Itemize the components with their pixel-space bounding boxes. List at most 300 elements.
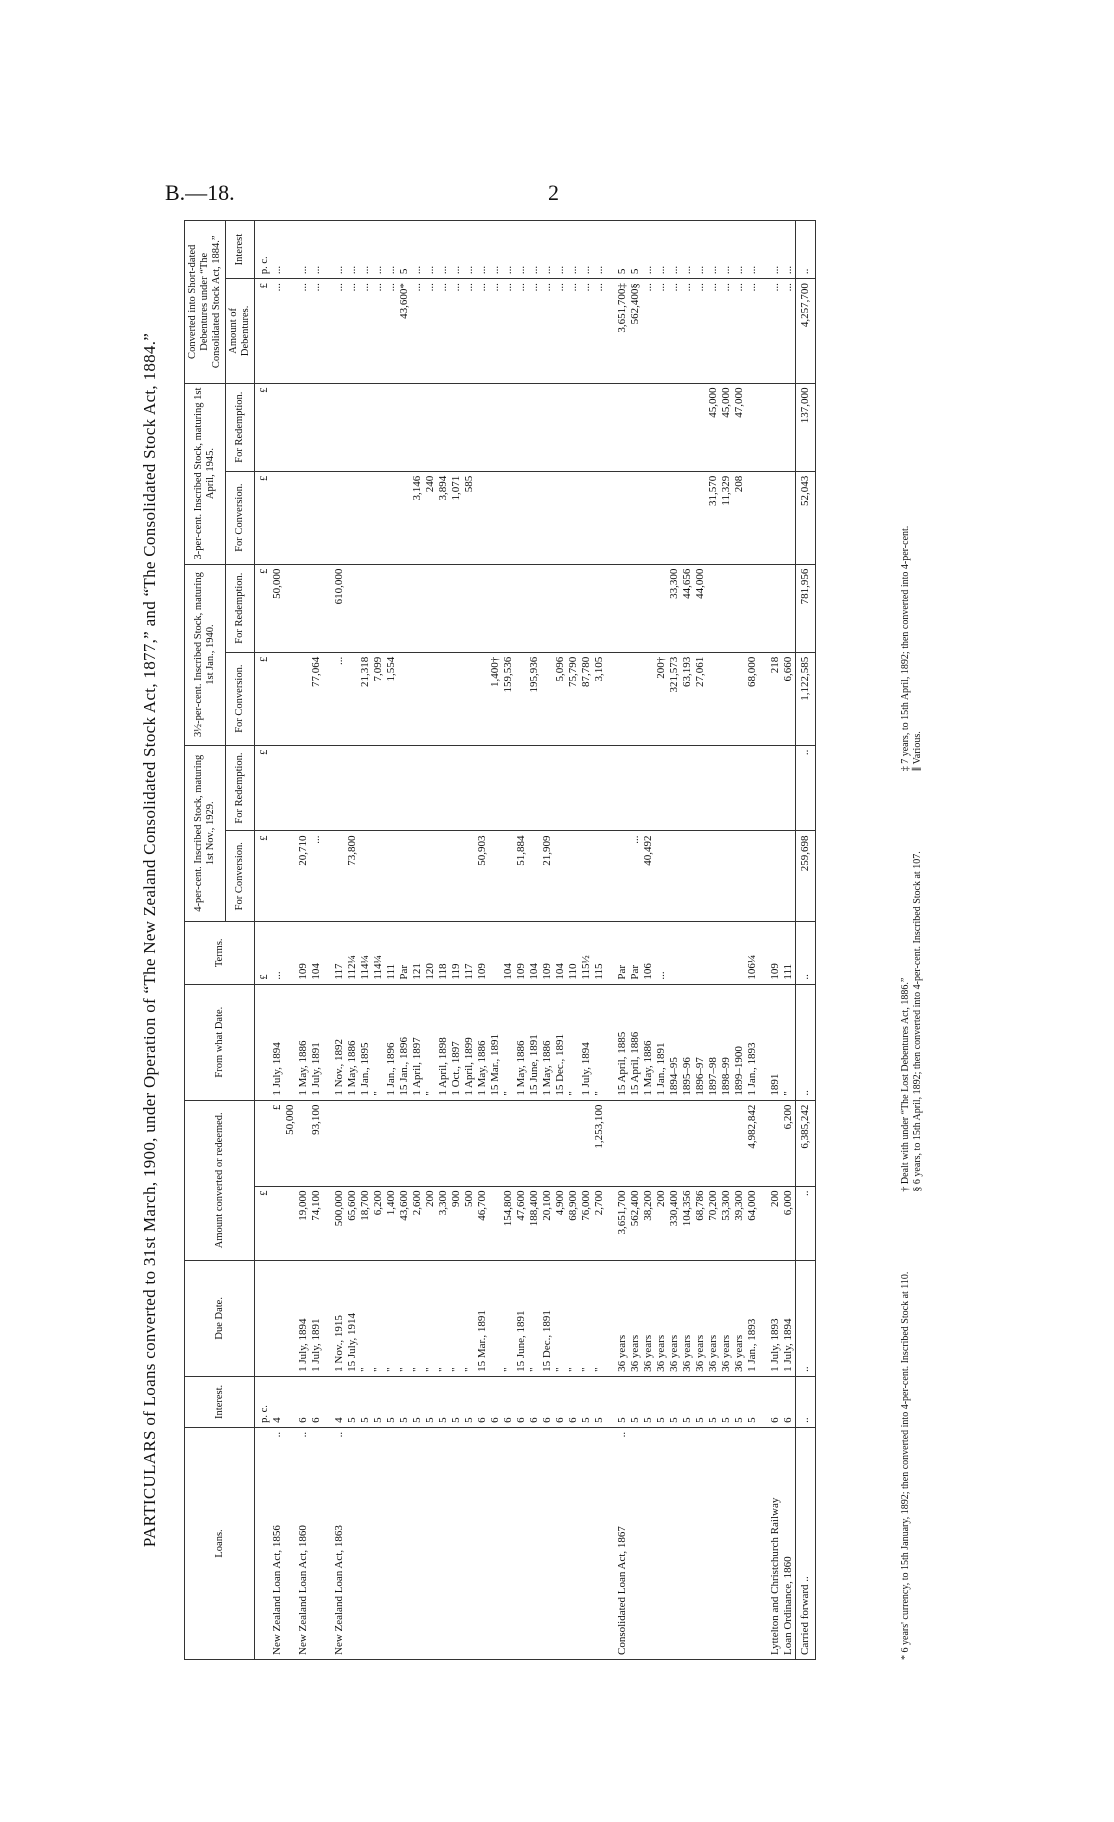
cell-terms: 109 [541,921,554,984]
cell-due: 36 years [642,1260,655,1376]
spacer-cell [606,831,616,922]
cell-g35c: 159,536 [502,652,515,745]
cell-g4c [437,831,450,922]
cell-int: 5 [694,1376,707,1427]
cell-deb: ... [515,279,528,383]
cell-due: " [385,1260,398,1376]
cell-deb: 562,400§ [629,279,642,383]
cell-g4c [333,831,346,922]
col-35pc-redemption: For Redemption. [226,564,255,652]
cell-g35c: 75,790 [567,652,580,745]
cell-g4c [359,831,372,922]
cell-g3c [541,471,554,564]
cell-amt: 70,200 [707,1186,720,1260]
cell-sub: 6,200 [782,1100,796,1186]
cell-g4r [437,745,450,831]
spacer-cell [323,471,333,564]
cell-amt: 2,600 [411,1186,424,1260]
cell-terms [694,921,707,984]
cell-deb: ... [450,279,463,383]
cell-terms: 121 [411,921,424,984]
cell-debi: ... [720,221,733,279]
cell-int: 5 [450,1376,463,1427]
cell-due: 15 July, 1914 [346,1260,359,1376]
cell-g4c [450,831,463,922]
cell-loan [707,1427,720,1659]
cell-g4r [668,745,681,831]
cell-g35r [476,564,489,652]
cell-amt: 330,400 [668,1186,681,1260]
cell-deb: ... [642,279,655,383]
cell-deb: ... [372,279,385,383]
spacer-cell [606,383,616,471]
cell-g3c [681,471,694,564]
cell-g3r [668,383,681,471]
cell-g4c [502,831,515,922]
cell-g3r [346,383,359,471]
cell-amt: 3,300 [437,1186,450,1260]
cell-g3r [528,383,541,471]
cell-terms: 109 [515,921,528,984]
cell-sub [694,1100,707,1186]
cell-amt: 6,000 [782,1186,796,1260]
cell-terms: 115 [593,921,606,984]
cell-deb: ... [271,279,297,383]
cell-sub [385,1100,398,1186]
cell-from: 1 Jan., 1891 [655,984,668,1100]
cell-g35c [437,652,450,745]
cell-g35r [502,564,515,652]
cell-g35c [642,652,655,745]
cell-g35r: 50,000 [271,564,297,652]
cell-loan [541,1427,554,1659]
cell-from: " [567,984,580,1100]
cell-from: 1 May, 1886 [642,984,655,1100]
cell-deb: ... [333,279,346,383]
col-due-date: Due Date. [185,1260,255,1376]
cell-g35c [707,652,720,745]
cell-debi: ... [694,221,707,279]
cell-from: 1897–98 [707,984,720,1100]
cell-int: 5 [707,1376,720,1427]
col-group-3-5pc: 3½-per-cent. Inscribed Stock, maturing 1st Jan., 1940. [185,564,226,745]
cell-deb: ... [580,279,593,383]
spacer-cell [759,564,769,652]
cell-g4c: ... [310,831,323,922]
cell-int: 6 [782,1376,796,1427]
cell-sub [450,1100,463,1186]
cell-int: 5 [437,1376,450,1427]
cell-sub [346,1100,359,1186]
cell-loan: New Zealand Loan Act, 1856 .. [271,1427,297,1659]
cell-g3r [359,383,372,471]
cell-sub [297,1100,310,1186]
cell-deb: ... [567,279,580,383]
spacer-cell [606,921,616,984]
cell-g4r [385,745,398,831]
cell-g3c [346,471,359,564]
unit-g4r: £ [255,745,272,831]
cell-due: " [372,1260,385,1376]
cell-terms [733,921,746,984]
cell-debi: ... [567,221,580,279]
cell-deb: ... [528,279,541,383]
cell-amt: 47,600 [515,1186,528,1260]
spacer-cell [323,745,333,831]
cell-due: 36 years [733,1260,746,1376]
cell-terms: 109 [476,921,489,984]
cell-terms: 114¼ [372,921,385,984]
cell-int: 5 [424,1376,437,1427]
cell-due [271,1260,297,1376]
cell-from: 1895–96 [681,984,694,1100]
cell-g35c: 27,061 [694,652,707,745]
cell-g35c: 21,318 [359,652,372,745]
leader-dots: .. [333,1431,345,1438]
cell-g4r [541,745,554,831]
cell-from: 1899–1900 [733,984,746,1100]
cell-g4c [271,831,297,922]
cell-g3r [450,383,463,471]
cell-g35c: 5,096 [554,652,567,745]
cell-from: 1 July, 1891 [310,984,323,1100]
cell-g4c: 51,884 [515,831,528,922]
cell-g35r [567,564,580,652]
cell-loan [489,1427,502,1659]
cell-g3r [655,383,668,471]
cell-g35c [515,652,528,745]
cell-deb: ... [437,279,450,383]
cell-debi: ... [769,221,782,279]
cell-sub [424,1100,437,1186]
cell-from: 1 May, 1886 [346,984,359,1100]
cell-amt: 19,000 [297,1186,310,1260]
cell-amt: 200 [655,1186,668,1260]
cell-amt: 18,700 [359,1186,372,1260]
cell-g4c [580,831,593,922]
cell-int: 5 [642,1376,655,1427]
cell-amt: 4,900 [554,1186,567,1260]
units-row [255,221,272,1660]
cell-debi: ... [411,221,424,279]
spacer-cell [759,1186,769,1260]
spacer-cell [323,831,333,922]
cell-loan [372,1427,385,1659]
cell-sub [668,1100,681,1186]
cell-sub [411,1100,424,1186]
cell-g3r [333,383,346,471]
page-number: 2 [548,180,559,205]
cell-g4c: 20,710 [297,831,310,922]
cell-deb: ... [502,279,515,383]
cell-loan [720,1427,733,1659]
cell-g35c [720,652,733,745]
table-row [310,221,323,1660]
cell-debi: ... [489,221,502,279]
cell-amt: 74,100 [310,1186,323,1260]
cell-g35c: 7,099 [372,652,385,745]
cell-terms: 111 [782,921,796,984]
cell-g3r [372,383,385,471]
cell-loan [746,1427,759,1659]
cell-int: 6 [310,1376,323,1427]
cell-g3c: 1,071 [450,471,463,564]
cell-g3c: 11,329 [720,471,733,564]
cell-g4c [694,831,707,922]
table-row [411,221,424,1660]
table-row [782,221,796,1660]
cell-from: 1891 [769,984,782,1100]
cell-terms: 109 [769,921,782,984]
cell-debi: ... [554,221,567,279]
cell-deb: ... [782,279,796,383]
col-terms: Terms. [185,921,255,984]
cell-debi: ... [372,221,385,279]
cell-g3c [642,471,655,564]
cell-g3r [769,383,782,471]
cell-terms: 112¼ [346,921,359,984]
cell-g4c [733,831,746,922]
cell-g3c [515,471,528,564]
cell-deb: ... [385,279,398,383]
cell-due: 1 Jan., 1893 [746,1260,759,1376]
cell-debi: ... [359,221,372,279]
cell-g4c [554,831,567,922]
spacer-cell [323,652,333,745]
cell-g4c [385,831,398,922]
cell-due: 1 Nov., 1915 [333,1260,346,1376]
cell-g3c [593,471,606,564]
cell-due: " [528,1260,541,1376]
cell-from: 1896–97 [694,984,707,1100]
cell-g35r [515,564,528,652]
cell-g4r [580,745,593,831]
cell-g35c: 1,554 [385,652,398,745]
cell-g35c: 1,400† [489,652,502,745]
cell-g35r [463,564,476,652]
cell-deb: 43,600* [398,279,411,383]
table-body [255,221,796,1660]
cell-sub [333,1100,346,1186]
cell-g3c [271,471,297,564]
cell-amt: 188,400 [528,1186,541,1260]
cell-terms: 106 [642,921,655,984]
cell-loan [411,1427,424,1659]
cell-g35c: 6,660 [782,652,796,745]
cell-g35r: 44,000 [694,564,707,652]
cell-deb: ... [733,279,746,383]
cell-g3r [694,383,707,471]
cell-g35r [733,564,746,652]
cell-debi: ... [271,221,297,279]
cell-due [489,1260,502,1376]
cell-debi: ... [463,221,476,279]
spacer-row [606,221,616,1660]
cell-debi: ... [681,221,694,279]
cell-int: 6 [554,1376,567,1427]
cell-from: " [593,984,606,1100]
cell-terms: 104 [502,921,515,984]
cell-terms [707,921,720,984]
cell-sub [398,1100,411,1186]
cell-g4r [694,745,707,831]
cell-from: 1 Jan., 1895 [359,984,372,1100]
cell-deb: ... [346,279,359,383]
cell-terms: 110 [567,921,580,984]
cell-g3r [593,383,606,471]
table-row [580,221,593,1660]
cell-g3c [333,471,346,564]
table-row [489,221,502,1660]
cell-g3r [515,383,528,471]
cell-g4c [567,831,580,922]
cell-int: 5 [372,1376,385,1427]
cell-g4r [359,745,372,831]
cell-sub [720,1100,733,1186]
cell-g35c [297,652,310,745]
spacer-cell [606,984,616,1100]
cell-g35r [398,564,411,652]
cell-debi: ... [668,221,681,279]
cell-g35r [450,564,463,652]
cell-g3c [489,471,502,564]
cell-g35r [720,564,733,652]
table-row [567,221,580,1660]
cell-sub [567,1100,580,1186]
cf-amt: .. [796,1186,816,1260]
cell-g3c [502,471,515,564]
spacer-cell [606,745,616,831]
cell-g4c: ... [629,831,642,922]
unit-g3r: £ [255,383,272,471]
cell-terms: 117 [463,921,476,984]
footnote-b: † Dealt with under “The Lost Debentures Act, 1886.” § 6 years, to 15th April, 1892; then converted into 4-per-cent. Inscribed Stock at 107. [900,851,923,1192]
cell-g4r [782,745,796,831]
cell-sub [580,1100,593,1186]
cell-loan [694,1427,707,1659]
cell-g4r [769,745,782,831]
col-3pc-redemption: For Redemption. [226,383,255,471]
cell-loan [463,1427,476,1659]
cell-due: 36 years [707,1260,720,1376]
cell-g3r [385,383,398,471]
cell-sub [655,1100,668,1186]
cell-from: " [424,984,437,1100]
cell-g35c [398,652,411,745]
cell-g4r [463,745,476,831]
cell-due: " [398,1260,411,1376]
cell-amt: 39,300 [733,1186,746,1260]
spacer-cell [759,221,769,279]
cell-g4c: 21,909 [541,831,554,922]
cf-g35c: 1,122,585 [796,652,816,745]
col-group-4pc: 4-per-cent. Inscribed Stock, maturing 1st Nov., 1929. [185,745,226,921]
cell-from: 1 May, 1886 [476,984,489,1100]
cell-due: " [359,1260,372,1376]
cell-terms: Par [398,921,411,984]
cell-terms: ... [655,921,668,984]
cell-from: 1894–95 [668,984,681,1100]
col-debenture-amount: Amount of Debentures. [226,279,255,383]
spacer-cell [606,1260,616,1376]
cell-g4c [720,831,733,922]
table-row [385,221,398,1660]
cell-g35c: 68,000 [746,652,759,745]
cell-g35r [437,564,450,652]
cell-from: 15 Mar., 1891 [489,984,502,1100]
cell-g35r [411,564,424,652]
table-row [668,221,681,1660]
cell-loan [642,1427,655,1659]
cell-g4r [528,745,541,831]
cell-g4r [372,745,385,831]
col-3pc-conversion: For Conversion. [226,471,255,564]
cell-due: 1 July, 1891 [310,1260,323,1376]
cell-debi: ... [707,221,720,279]
spacer-cell [323,1376,333,1427]
cell-g4c [769,831,782,922]
cell-terms [668,921,681,984]
cell-from: " [782,984,796,1100]
cell-g35c [450,652,463,745]
cell-amt: 76,000 [580,1186,593,1260]
cf-deb: 4,257,700 [796,279,816,383]
spacer-cell [323,1427,333,1659]
cell-terms [681,921,694,984]
table-row [629,221,642,1660]
cell-g35c [616,652,629,745]
cell-g4c [463,831,476,922]
cell-g35c: 218 [769,652,782,745]
cell-amt: 104,356 [681,1186,694,1260]
cell-loan [668,1427,681,1659]
cell-sub [616,1100,629,1186]
cf-g4r: .. [796,745,816,831]
cf-sub: 6,385,242 [796,1100,816,1186]
cell-loan: New Zealand Loan Act, 1863 .. [333,1427,346,1659]
cell-g3r [681,383,694,471]
cell-g35c: 3,105 [593,652,606,745]
cell-g4c: 73,800 [346,831,359,922]
cell-from: 1 May, 1886 [297,984,310,1100]
spacer-cell [606,1100,616,1186]
cell-g35c [424,652,437,745]
spacer-row [759,221,769,1660]
cf-g35r: 781,956 [796,564,816,652]
unit-deb: £ [255,279,272,383]
cell-debi: 5 [616,221,629,279]
spacer-cell [323,383,333,471]
col-35pc-conversion: For Conversion. [226,652,255,745]
cell-loan [515,1427,528,1659]
cell-deb: ... [297,279,310,383]
cell-from: 1 May, 1886 [515,984,528,1100]
spacer-cell [606,652,616,745]
cell-g35r [616,564,629,652]
table-row [463,221,476,1660]
cell-amt: 46,700 [476,1186,489,1260]
cell-sub [681,1100,694,1186]
cell-deb: ... [668,279,681,383]
table-row [642,221,655,1660]
cell-loan [681,1427,694,1659]
cell-from: 1 Oct., 1897 [450,984,463,1100]
table-row [746,221,759,1660]
table-row [733,221,746,1660]
spacer-cell [759,1100,769,1186]
cell-terms: 104 [554,921,567,984]
cell-g35r: 33,300 [668,564,681,652]
